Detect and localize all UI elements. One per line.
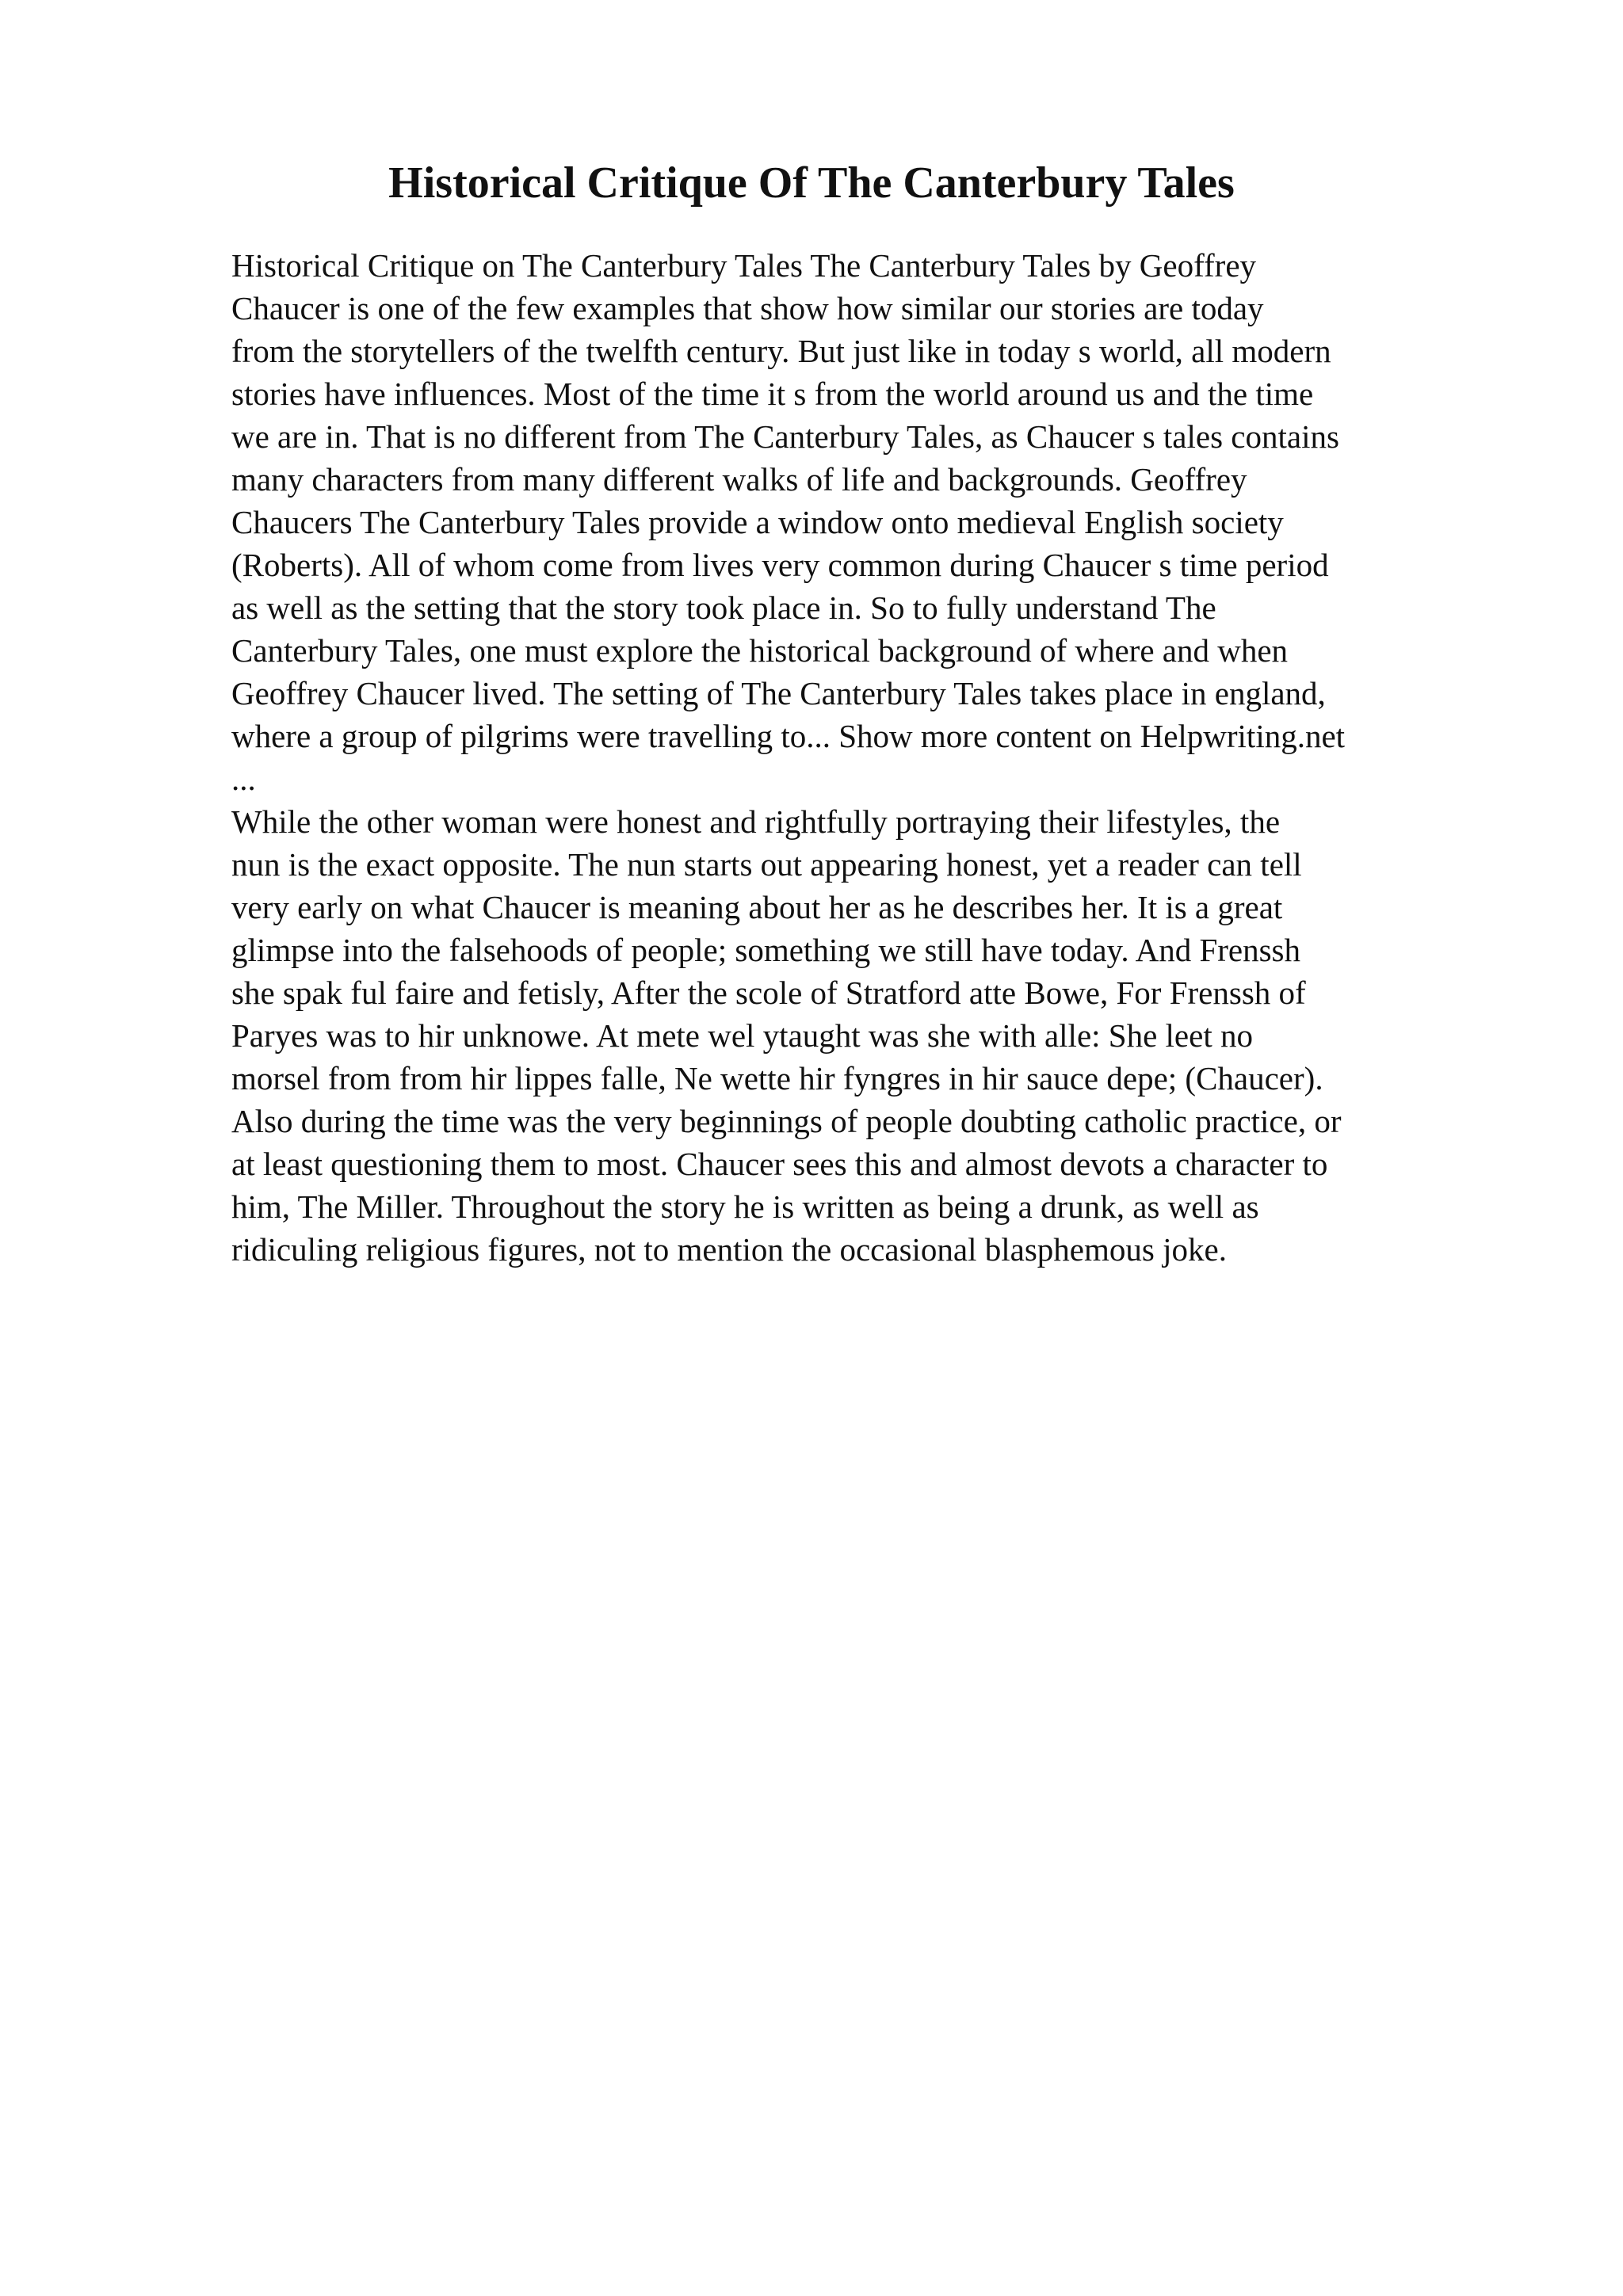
body-line: Chaucer is one of the few examples that show how similar our stories are today — [231, 290, 1264, 326]
body-line: at least questioning them to most. Chaucer sees this and almost devots a character to — [231, 1146, 1328, 1182]
body-line: many characters from many different walks of life and backgrounds. Geoffrey — [231, 461, 1247, 498]
body-line: stories have influences. Most of the time it s from the world around us and the time — [231, 376, 1314, 412]
body-line: ridiculing religious figures, not to mention the occasional blasphemous joke. — [231, 1231, 1227, 1268]
body-line: glimpse into the falsehoods of people; something we still have today. And Frenssh — [231, 932, 1301, 968]
body-line: Also during the time was the very beginnings of people doubting catholic practice, or — [231, 1103, 1342, 1139]
body-line: she spak ful faire and fetisly, After the scole of Stratford atte Bowe, For Frenssh of — [231, 974, 1306, 1011]
body-line: ... — [231, 761, 256, 797]
body-line: Geoffrey Chaucer lived. The setting of The Canterbury Tales takes place in england, — [231, 675, 1326, 711]
body-line: as well as the setting that the story took place in. So to fully understand The — [231, 589, 1216, 626]
document-body — [231, 244, 1515, 1271]
document-title: Historical Critique Of The Canterbury Tales — [388, 158, 1235, 208]
body-line: Chaucers The Canterbury Tales provide a window onto medieval English society — [231, 504, 1284, 540]
body-line: him, The Miller. Throughout the story he is written as being a drunk, as well as — [231, 1188, 1259, 1225]
body-line: very early on what Chaucer is meaning about her as he describes her. It is a great — [231, 889, 1283, 925]
body-line: nun is the exact opposite. The nun starts out appearing honest, yet a reader can tell — [231, 846, 1302, 883]
body-line: Paryes was to hir unknowe. At mete wel ytaught was she with alle: She leet no — [231, 1017, 1253, 1054]
body-line: While the other woman were honest and rightfully portraying their lifestyles, the — [231, 803, 1281, 840]
body-line: from the storytellers of the twelfth century. But just like in today s world, all modern — [231, 333, 1331, 369]
body-line: (Roberts). All of whom come from lives very common during Chaucer s time period — [231, 547, 1329, 583]
body-line: Historical Critique on The Canterbury Tales The Canterbury Tales by Geoffrey — [231, 247, 1257, 284]
body-line: Canterbury Tales, one must explore the historical background of where and when — [231, 632, 1289, 669]
body-line: we are in. That is no different from The Canterbury Tales, as Chaucer s tales contains — [231, 418, 1339, 455]
body-line: where a group of pilgrims were travelling to... Show more content on Helpwriting.net — [231, 718, 1346, 754]
body-line: morsel from from hir lippes falle, Ne wette hir fyngres in hir sauce depe; (Chaucer). — [231, 1060, 1323, 1097]
